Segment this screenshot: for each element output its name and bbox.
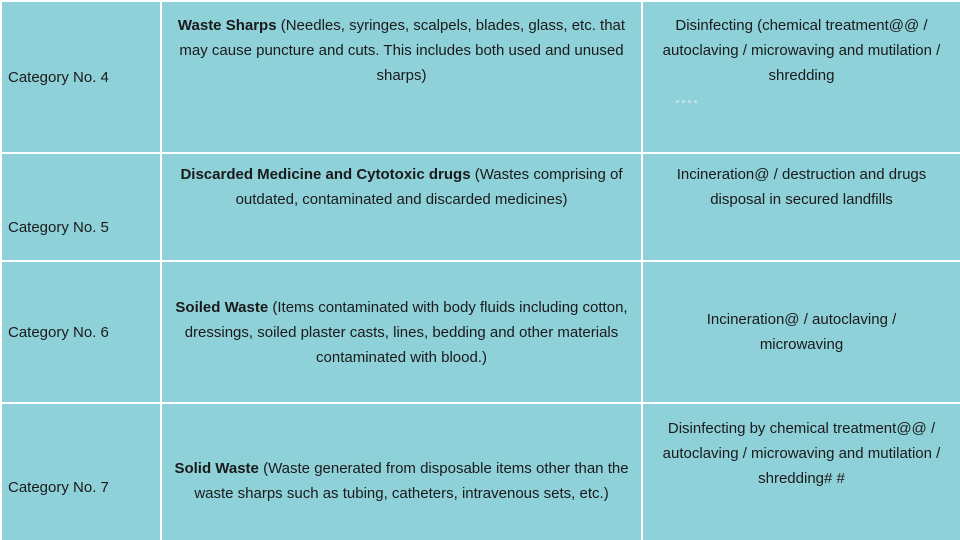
treatment-option	[642, 153, 960, 261]
treatment-option	[642, 1, 960, 153]
waste-title: Soiled Waste	[175, 298, 269, 316]
table-row	[1, 261, 960, 403]
treatment-option	[642, 261, 960, 403]
category-label: Category No. 5	[1, 153, 161, 261]
waste-description	[161, 153, 642, 261]
treatment-text: Incineration@ / autoclaving / microwaving	[706, 311, 897, 353]
treatment-text: Disinfecting (chemical treatment@@ / autoclaving / microwaving and mutilation / shredding	[662, 17, 941, 84]
table-row	[1, 403, 960, 540]
category-label: Category No. 7	[1, 403, 161, 540]
waste-description	[161, 1, 642, 153]
treatment-text: Incineration@ / destruction and drugs disposal in secured landfills	[676, 166, 927, 208]
waste-title: Solid Waste	[174, 460, 259, 477]
waste-detail: (Wastes comprising of outdated, contaminated and discarded medicines)	[235, 166, 623, 208]
waste-detail: (Waste generated from disposable items other than the waste sharps such as tubing, catheters, intravenous sets, etc.)	[194, 460, 629, 502]
treatment-text: Disinfecting by chemical treatment@@ / autoclaving / microwaving and mutilation / shredding# #	[662, 420, 941, 487]
waste-title: Discarded Medicine and Cytotoxic drugs	[180, 166, 471, 183]
waste-detail: (Items contaminated with body fluids including cotton, dressings, soiled plaster casts, lines, bedding and other materials contaminated with blood.)	[184, 298, 628, 366]
faded-marker: ....	[675, 87, 700, 107]
category-label: Category No. 4	[1, 1, 161, 153]
waste-detail: (Needles, syringes, scalpels, blades, glass, etc. that may cause puncture and cuts. This includes both used and unused sharps)	[179, 17, 626, 84]
waste-title: Waste Sharps	[177, 17, 277, 34]
waste-description	[161, 261, 642, 403]
category-label: Category No. 6	[1, 261, 161, 403]
waste-description	[161, 403, 642, 540]
table-row	[1, 1, 960, 153]
table-row	[1, 153, 960, 261]
treatment-option	[642, 403, 960, 540]
